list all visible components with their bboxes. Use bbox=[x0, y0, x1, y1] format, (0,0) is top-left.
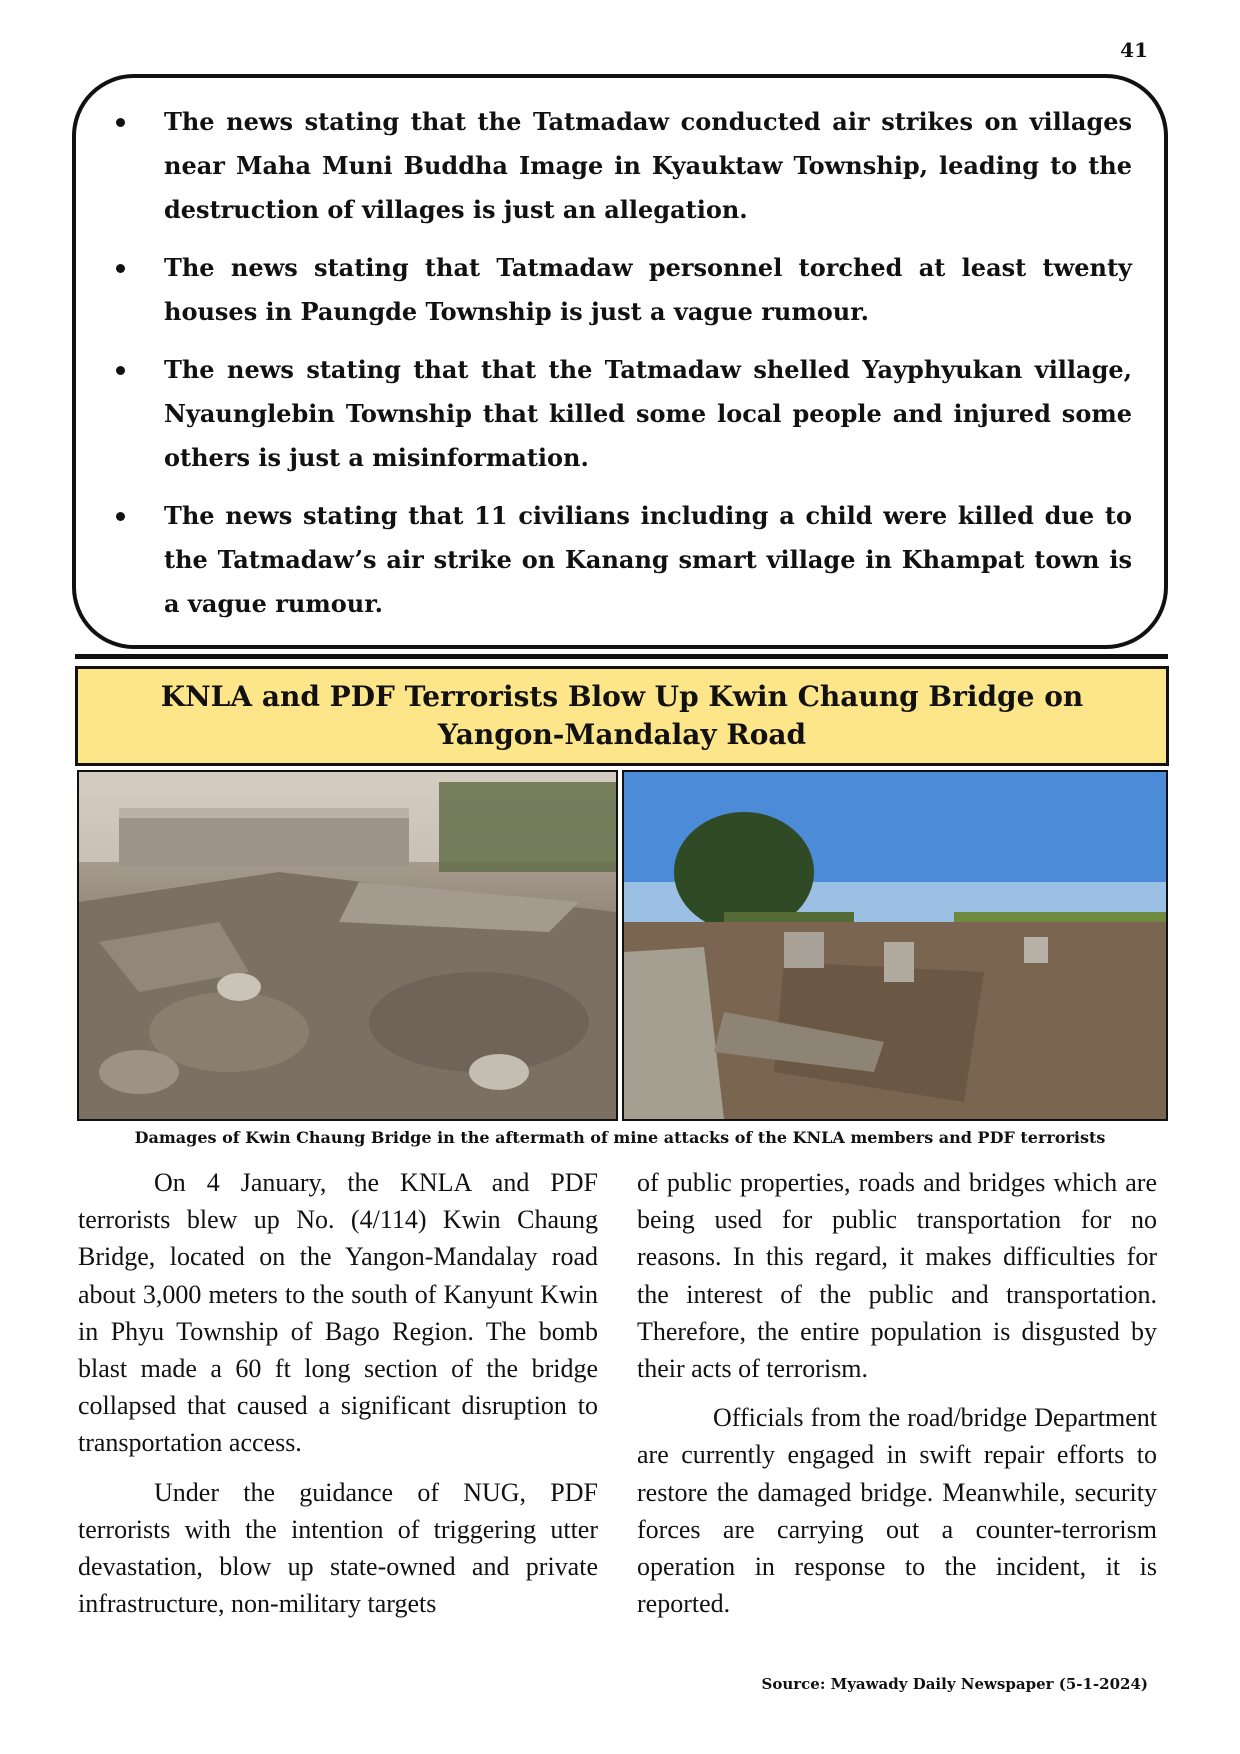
article-paragraph: of public properties, roads and bridges which are being used for public transportation for no reasons. In this regard, it makes difficulties for the interest of the public and transportation. Therefore, the entire population is disgusted by their acts of terrorism. bbox=[637, 1168, 1157, 1384]
denial-bullet-box bbox=[72, 74, 1168, 649]
bullet-text: The news stating that 11 civilians including a child were killed due to the Tatmadaw’s air strike on Kanang smart village in Khampat town is a vague rumour. bbox=[164, 501, 1132, 618]
bridge-damage-photo-right bbox=[622, 770, 1168, 1121]
bullet-item bbox=[104, 246, 1132, 334]
bullet-item bbox=[104, 100, 1132, 232]
bullet-text: The news stating that Tatmadaw personnel torched at least twenty houses in Paungde Township is just a vague rumour. bbox=[164, 253, 1132, 326]
bullet-text: The news stating that that the Tatmadaw shelled Yayphyukan village, Nyaunglebin Township that killed some local people and injured some others is just a misinformation. bbox=[164, 355, 1132, 472]
bullet-item bbox=[104, 494, 1132, 626]
section-divider bbox=[75, 654, 1168, 659]
article-paragraph: Under the guidance of NUG, PDF terrorists with the intention of triggering utter devastation, blow up state-owned and private infrastructure, non-military targets bbox=[78, 1477, 598, 1619]
bridge-blast-site-illustration bbox=[624, 772, 1166, 1119]
bullet-icon bbox=[116, 264, 125, 273]
article-column-left bbox=[78, 1164, 598, 1634]
bullet-list bbox=[104, 100, 1132, 626]
bullet-item bbox=[104, 348, 1132, 480]
article-paragraph: Officials from the road/bridge Department are currently engaged in swift repair efforts to restore the damaged bridge. Meanwhile, security forces are carrying out a counter-terrorism operation in response to the incident, it is reported. bbox=[637, 1403, 1157, 1619]
article-column-right bbox=[637, 1164, 1157, 1634]
article-paragraph: On 4 January, the KNLA and PDF terrorists blew up No. (4/114) Kwin Chaung Bridge, located on the Yangon-Mandalay road about 3,000 meters to the south of Kanyunt Kwin in Phyu Township of Bago Region. The bomb blast made a 60 ft long section of the bridge collapsed that caused a significant disruption to transportation access. bbox=[78, 1168, 598, 1458]
article-headline: KNLA and PDF Terrorists Blow Up Kwin Chaung Bridge on Yangon-Mandalay Road bbox=[160, 680, 1084, 751]
bullet-text: The news stating that the Tatmadaw conducted air strikes on villages near Maha Muni Buddha Image in Kyauktaw Township, leading to the destruction of villages is just an allegation. bbox=[164, 107, 1132, 224]
headline-box bbox=[75, 666, 1169, 766]
page-number: 41 bbox=[1120, 38, 1148, 62]
bridge-damage-photo-left bbox=[77, 770, 618, 1121]
bullet-icon bbox=[116, 366, 125, 375]
bullet-icon bbox=[116, 512, 125, 521]
bridge-rubble-illustration bbox=[79, 772, 616, 1119]
source-credit: Source: Myawady Daily Newspaper (5-1-2024) bbox=[761, 1675, 1148, 1693]
bullet-icon bbox=[116, 118, 125, 127]
photo-caption: Damages of Kwin Chaung Bridge in the aftermath of mine attacks of the KNLA members and PDF terrorists bbox=[134, 1128, 1106, 1147]
